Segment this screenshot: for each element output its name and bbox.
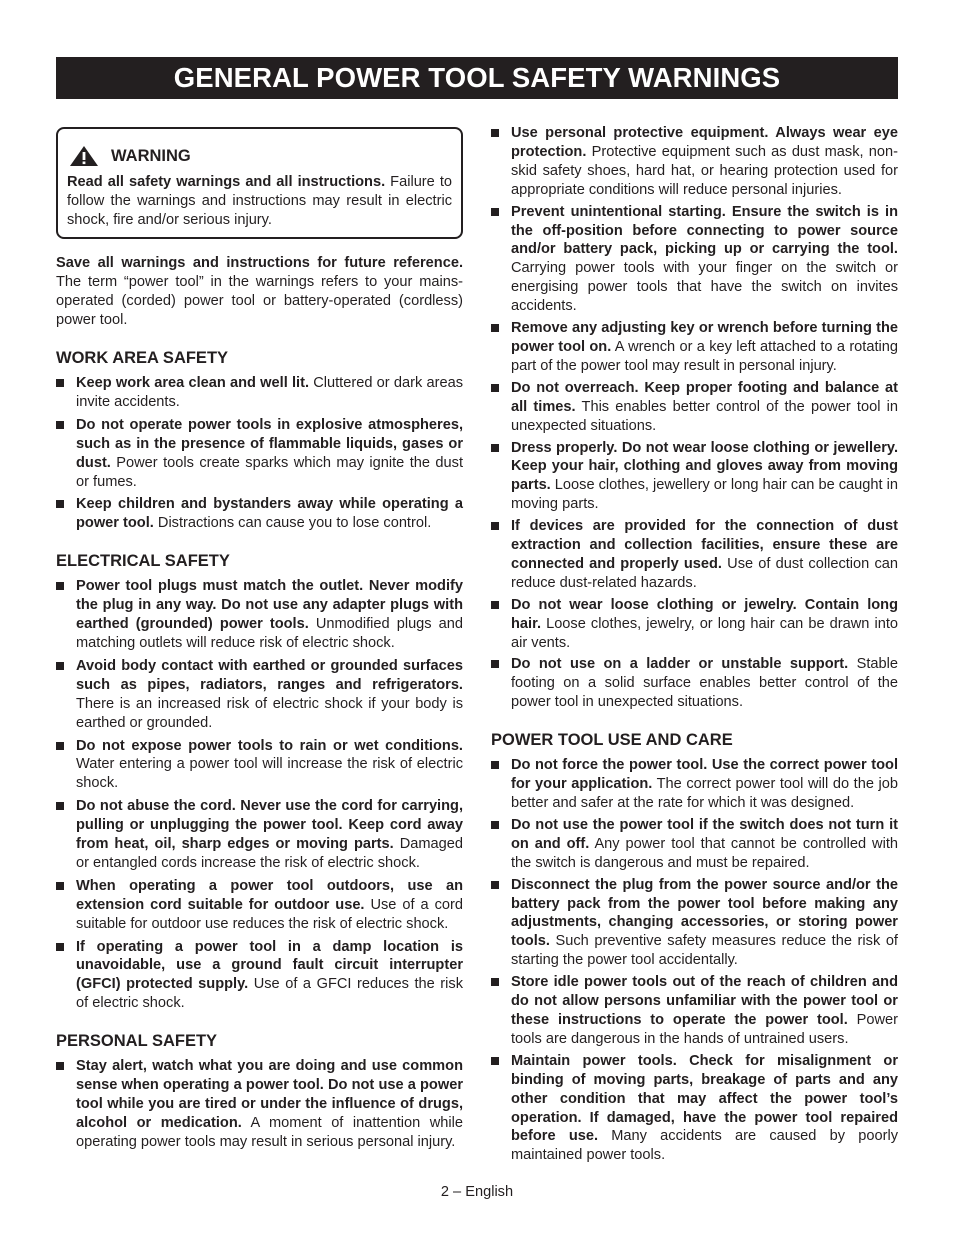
bullet-list — [491, 756, 898, 1165]
bullet-item — [491, 319, 898, 376]
bullet-body-text: Use of dust collection can reduce dust-related hazards. — [511, 555, 898, 591]
bullet-bold-text: Dress properly. Do not wear loose clothing or jewellery. Keep your hair, clothing and gloves away from moving parts. — [511, 439, 898, 494]
bullet-bold-text: Prevent unintentional starting. Ensure the switch is in the off-position before connecting to power source and/or battery pack, picking up or carrying the tool. — [511, 203, 898, 258]
bullet-bold-text: Do not wear loose clothing or jewelry. Contain long hair. — [511, 596, 898, 632]
section-heading: WORK AREA SAFETY — [56, 349, 229, 367]
title-bar — [56, 57, 898, 99]
section-heading: ELECTRICAL SAFETY — [56, 552, 230, 571]
bullet-bold-text: Remove any adjusting key or wrench before turning the power tool on. — [511, 320, 898, 355]
bullet-item — [56, 1057, 463, 1152]
bullet-item — [491, 756, 898, 813]
page-footer: 2 – English — [440, 1184, 514, 1200]
bullet-square-icon — [491, 660, 499, 668]
bullet-item — [56, 877, 463, 934]
bullet-square-icon — [491, 444, 499, 452]
bullet-bold-text: Do not overreach. Keep proper footing and balance at all times. — [511, 379, 898, 415]
warning-box — [56, 127, 463, 239]
bullet-bold-text: Do not operate power tools in explosive atmospheres, such as in the presence of flammable liquids, gases or dust. — [76, 416, 463, 471]
bullet-item — [56, 495, 463, 533]
bullet-bold-text: Stay alert, watch what you are doing and use common sense when operating a power tool. Do not use a power tool while you are tired or under the influence of drugs, alcohol or medication. — [76, 1058, 463, 1131]
bullet-bold-text: Do not use the power tool if the switch does not turn it on and off. — [511, 816, 898, 852]
page-title: GENERAL POWER TOOL SAFETY WARNINGS — [173, 62, 781, 93]
bullet-item — [491, 124, 898, 200]
bullet-square-icon — [491, 208, 499, 216]
bullet-item — [56, 416, 463, 492]
bullet-square-icon — [491, 129, 499, 137]
bullet-bold-text: Keep children and bystanders away while operating a power tool. — [76, 496, 463, 532]
bullet-body-text: Any power tool that cannot be controlled with the switch is dangerous and must be repaired. — [511, 835, 898, 871]
left-sections — [56, 349, 463, 1152]
intro-body: The term “power tool” in the warnings refers to your mains-operated (corded) power tool or battery-operated (cordless) power tool. — [56, 274, 463, 328]
bullet-bold-text: Store idle power tools out of the reach of children and do not allow persons unfamiliar with the power tool or these instructions to operate the power tool. — [511, 974, 898, 1028]
bullet-square-icon — [491, 1057, 499, 1065]
bullet-body-text: Water entering a power tool will increase the risk of electric shock. — [76, 756, 463, 792]
bullet-bold-text: If devices are provided for the connection of dust extraction and collection facilities, ensure these are connected and properly used. — [511, 518, 898, 572]
bullet-body-text: Loose clothes, jewelry, or long hair can be drawn into air vents. — [511, 615, 898, 651]
bullet-bold-text: If operating a power tool in a damp location is unavoidable, use a ground fault circuit interrupter (GFCI) protected supply. — [76, 938, 463, 993]
bullet-square-icon — [56, 882, 64, 890]
bullet-list — [56, 1057, 463, 1152]
bullet-body-text: Such preventive safety measures reduce the risk of starting the power tool accidentally. — [511, 933, 898, 969]
bullet-body-text: Use of a GFCI reduces the risk of electric shock. — [76, 976, 463, 1012]
bullet-list — [56, 577, 463, 1013]
bullet-bold-text: When operating a power tool outdoors, use an extension cord suitable for outdoor use. — [76, 877, 463, 913]
bullet-square-icon — [56, 421, 64, 429]
bullet-item — [491, 1052, 898, 1165]
bullet-body-text: A wrench or a key left attached to a rotating part of the power tool may result in personal injury. — [511, 338, 899, 374]
bullet-body-text: Damaged or entangled cords increase the risk of electric shock. — [76, 836, 463, 871]
bullet-square-icon — [56, 943, 64, 951]
bullet-bold-text: Do not expose power tools to rain or wet conditions. — [76, 737, 463, 754]
bullet-square-icon — [491, 978, 499, 986]
bullet-bold-text: Do not use on a ladder or unstable support. — [511, 656, 849, 673]
warning-text — [67, 173, 452, 230]
bullet-body-text: Use of a cord suitable for outdoor use reduces the risk of electric shock. — [76, 896, 463, 932]
bullet-square-icon — [56, 500, 64, 508]
warning-triangle-icon — [69, 145, 99, 167]
bullet-square-icon — [491, 324, 499, 332]
bullet-body-text: Unmodified plugs and matching outlets will reduce risk of electric shock. — [76, 616, 463, 651]
warning-title: WARNING — [111, 146, 191, 165]
bullet-body-text: Cluttered or dark areas invite accidents. — [76, 375, 463, 410]
bullet-item — [56, 797, 463, 873]
bullet-item — [491, 655, 898, 712]
section-heading: PERSONAL SAFETY — [56, 1032, 218, 1051]
bullet-bold-text: Disconnect the plug from the power source and/or the battery pack from the power tool before making any adjustments, changing accessories, or storing power tools. — [511, 876, 898, 950]
bullet-body-text: Loose clothes, jewellery or long hair can be caught in moving parts. — [511, 477, 898, 513]
bullet-item — [56, 657, 463, 733]
intro-paragraph — [56, 254, 463, 330]
section-heading: POWER TOOL USE AND CARE — [491, 731, 733, 750]
bullet-body-text: Carrying power tools with your finger on the switch or energising power tools that have the switch on invites accidents. — [511, 260, 898, 315]
bullet-body-text: A moment of inattention while operating power tools may result in serious personal injury. — [76, 1114, 463, 1150]
bullet-item — [491, 379, 898, 436]
bullet-item — [56, 374, 463, 412]
bullet-square-icon — [56, 802, 64, 810]
bullet-list — [491, 124, 898, 712]
right-sections — [491, 124, 898, 1165]
bullet-square-icon — [491, 761, 499, 769]
bullet-item — [491, 203, 898, 316]
warning-header — [67, 145, 452, 167]
bullet-square-icon — [56, 742, 64, 750]
bullet-square-icon — [491, 601, 499, 609]
bullet-body-text: This enables better control of the power tool in unexpected situations. — [511, 398, 898, 434]
bullet-body-text: Stable footing on a solid surface enables better control of the power tool in unexpected situations. — [511, 656, 899, 711]
bullet-item — [491, 439, 898, 515]
bullet-item — [56, 577, 463, 653]
bullet-item — [491, 517, 898, 593]
bullet-bold-text: Keep work area clean and well lit. — [76, 375, 309, 391]
intro-bold: Save all warnings and instructions for future reference. — [56, 255, 463, 271]
left-column — [56, 124, 463, 1156]
bullet-body-text: Protective equipment such as dust mask, non-skid safety shoes, hard hat, or hearing protection used for appropriate conditions will reduce personal injuries. — [511, 143, 898, 198]
bullet-item — [491, 596, 898, 653]
bullet-bold-text: Use personal protective equipment. Always wear eye protection. — [511, 125, 898, 160]
warning-body: Failure to follow the warnings and instructions may result in electric shock, fire and/or serious injury. — [67, 174, 452, 228]
bullet-body-text: Many accidents are caused by poorly maintained power tools. — [511, 1128, 899, 1164]
bullet-item — [56, 737, 463, 794]
bullet-item — [491, 816, 898, 873]
bullet-bold-text: Power tool plugs must match the outlet. Never modify the plug in any way. Do not use any adapter plugs with earthed (grounded) power tools. — [76, 578, 463, 633]
bullet-body-text: Distractions can cause you to lose control. — [153, 515, 432, 532]
bullet-list — [56, 374, 463, 533]
bullet-body-text: Power tools create sparks which may ignite the dust or fumes. — [76, 454, 463, 490]
bullet-item — [491, 973, 898, 1049]
bullet-bold-text: Do not abuse the cord. Never use the cord for carrying, pulling or unplugging the power tool. Keep cord away from heat, oil, sharp edges or moving parts. — [76, 798, 463, 853]
bullet-square-icon — [56, 1062, 64, 1070]
bullet-square-icon — [491, 821, 499, 829]
right-column — [491, 124, 898, 1168]
warning-bold: Read all safety warnings and all instructions. — [67, 174, 386, 190]
bullet-item — [491, 876, 898, 971]
bullet-square-icon — [491, 522, 499, 530]
bullet-square-icon — [56, 662, 64, 670]
bullet-bold-text: Avoid body contact with earthed or grounded surfaces such as pipes, radiators, ranges and refrigerators. — [76, 657, 463, 693]
bullet-item — [56, 938, 463, 1014]
bullet-square-icon — [491, 384, 499, 392]
bullet-body-text: There is an increased risk of electric shock if your body is earthed or grounded. — [76, 695, 463, 731]
bullet-square-icon — [56, 379, 64, 387]
bullet-body-text: The correct power tool will do the job better and safer at the rate for which it was designed. — [511, 776, 898, 811]
bullet-square-icon — [491, 881, 499, 889]
bullet-bold-text: Do not force the power tool. Use the correct power tool for your application. — [511, 757, 898, 793]
bullet-square-icon — [56, 582, 64, 590]
bullet-bold-text: Maintain power tools. Check for misalignment or binding of moving parts, breakage of parts and any other condition that may affect the power tool’s operation. If damaged, have the power tool repaired before use. — [511, 1052, 898, 1145]
bullet-body-text: Power tools are dangerous in the hands of untrained users. — [511, 1011, 898, 1047]
